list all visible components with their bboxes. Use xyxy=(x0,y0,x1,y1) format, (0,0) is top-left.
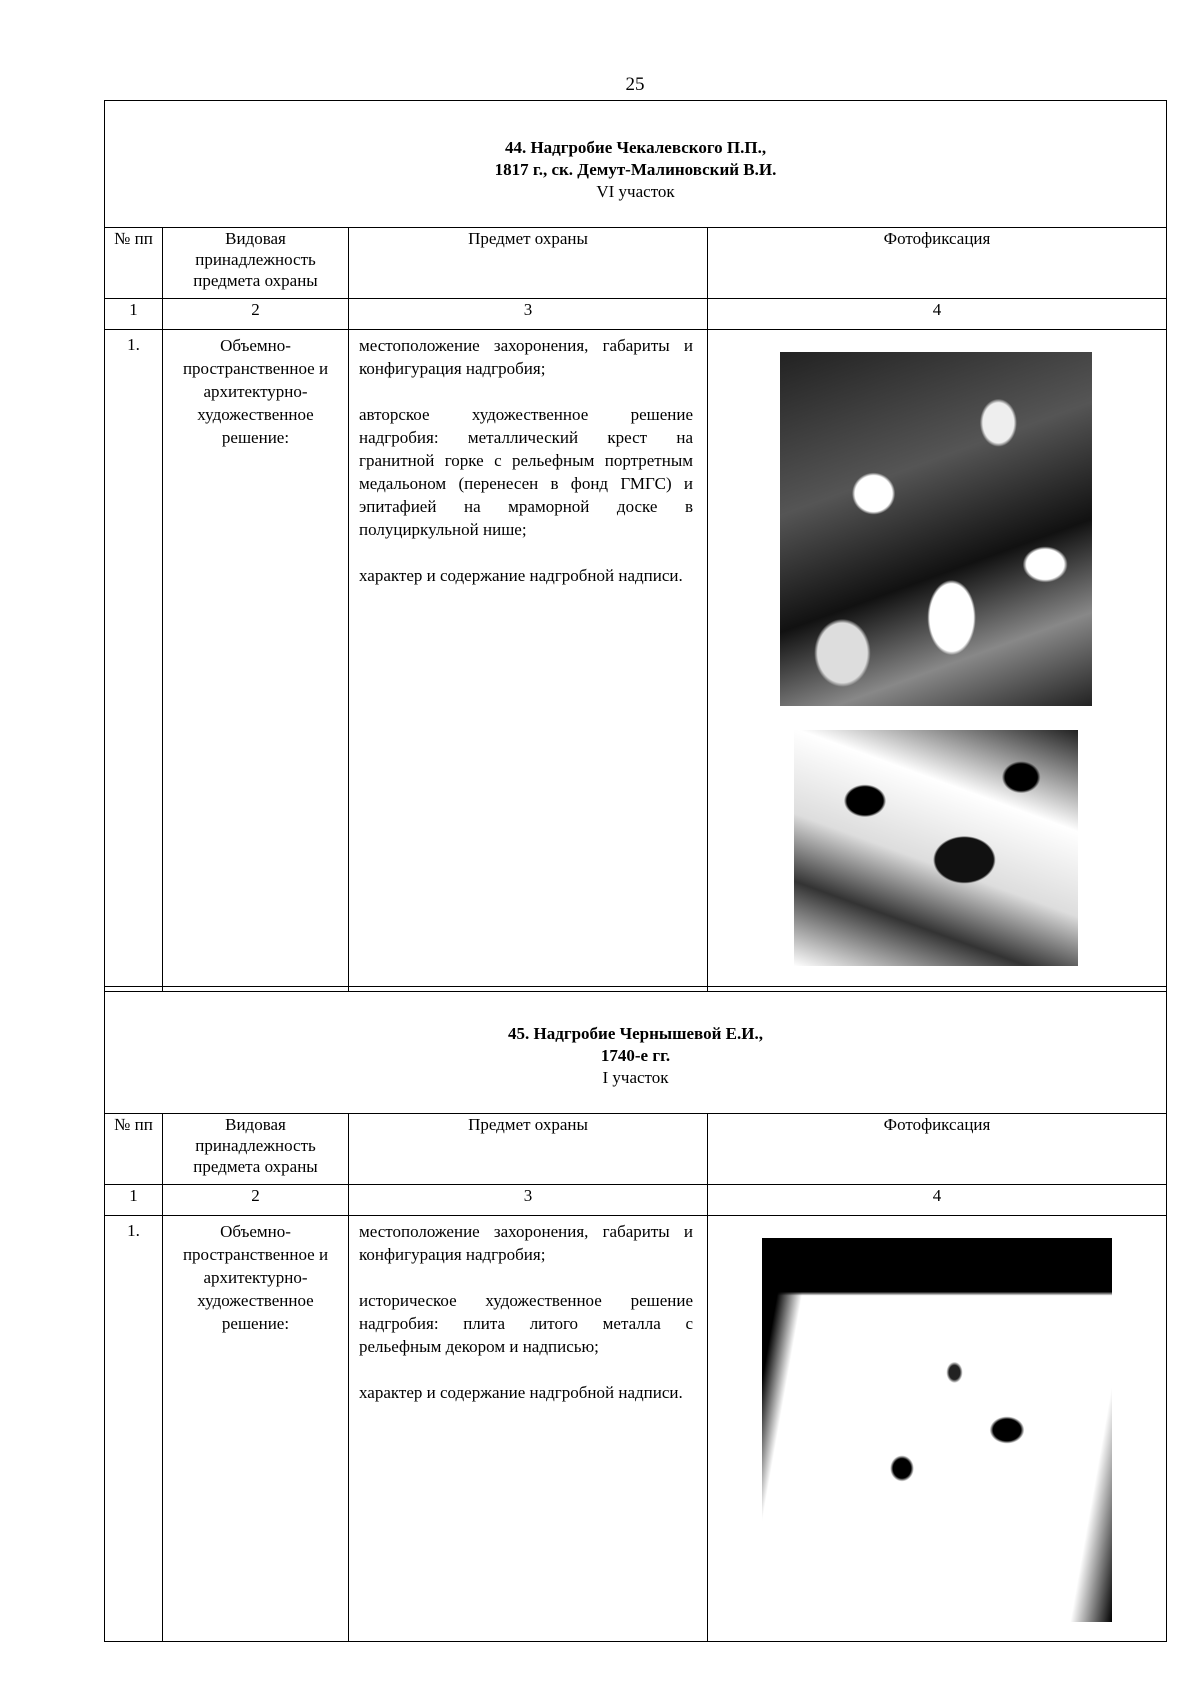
header-num: № пп xyxy=(105,1114,163,1185)
photo-cell xyxy=(708,330,1167,992)
index-1: 1 xyxy=(105,1185,163,1216)
description-paragraph: местоположение захоронения, габариты и конфигурация надгробия; xyxy=(359,1222,693,1264)
entry-title-line2: 1817 г., ск. Демут-Малиновский В.И. xyxy=(494,160,777,179)
entry-title xyxy=(105,987,1167,1114)
description-paragraph: характер и содержание надгробной надписи. xyxy=(359,566,683,585)
header-subject: Предмет охраны xyxy=(349,1114,708,1185)
index-1: 1 xyxy=(105,299,163,330)
row-description xyxy=(349,1216,708,1642)
photo-tombstone-1 xyxy=(780,352,1092,706)
header-kind: Видовая принадлежность предмета охраны xyxy=(163,1114,349,1185)
entry-title-line1: 45. Надгробие Чернышевой Е.И., xyxy=(508,1024,763,1043)
description-paragraph: историческое художественное решение надгробия: плита литого металла с рельефным декором и надписью; xyxy=(359,1291,693,1356)
index-3: 3 xyxy=(349,299,708,330)
entry-section: VI участок xyxy=(596,182,675,201)
description-paragraph: авторское художественное решение надгробия: металлический крест на гранитной горке с рельефным портретным медальоном (перенесен в фонд ГМГС) и эпитафией на мраморной доске в полуциркульной нише; xyxy=(359,405,693,539)
entry-section: I участок xyxy=(602,1068,669,1087)
photo-cell xyxy=(708,1216,1167,1642)
entry-title-line2: 1740-е гг. xyxy=(600,1046,671,1065)
row-number: 1. xyxy=(105,330,163,992)
photo-tombstone-slab xyxy=(762,1238,1112,1622)
index-2: 2 xyxy=(163,1185,349,1216)
description-paragraph: местоположение захоронения, габариты и конфигурация надгробия; xyxy=(359,336,693,378)
index-4: 4 xyxy=(708,1185,1167,1216)
header-photo: Фотофиксация xyxy=(708,1114,1167,1185)
monument-table-45 xyxy=(104,986,1167,1642)
index-3: 3 xyxy=(349,1185,708,1216)
entry-title xyxy=(105,101,1167,228)
index-2: 2 xyxy=(163,299,349,330)
row-number: 1. xyxy=(105,1216,163,1642)
header-num: № пп xyxy=(105,228,163,299)
entry-title-line1: 44. Надгробие Чекалевского П.П., xyxy=(504,138,767,157)
monument-table-44 xyxy=(104,100,1167,992)
row-kind: Объемно-пространственное и архитектурно-художественное решение: xyxy=(163,1216,349,1642)
row-description xyxy=(349,330,708,992)
header-subject: Предмет охраны xyxy=(349,228,708,299)
row-kind: Объемно-пространственное и архитектурно-художественное решение: xyxy=(163,330,349,992)
header-kind: Видовая принадлежность предмета охраны xyxy=(163,228,349,299)
description-paragraph: характер и содержание надгробной надписи. xyxy=(359,1383,683,1402)
header-photo: Фотофиксация xyxy=(708,228,1167,299)
page-number: 25 xyxy=(625,74,645,95)
index-4: 4 xyxy=(708,299,1167,330)
photo-tombstone-2 xyxy=(794,730,1078,966)
